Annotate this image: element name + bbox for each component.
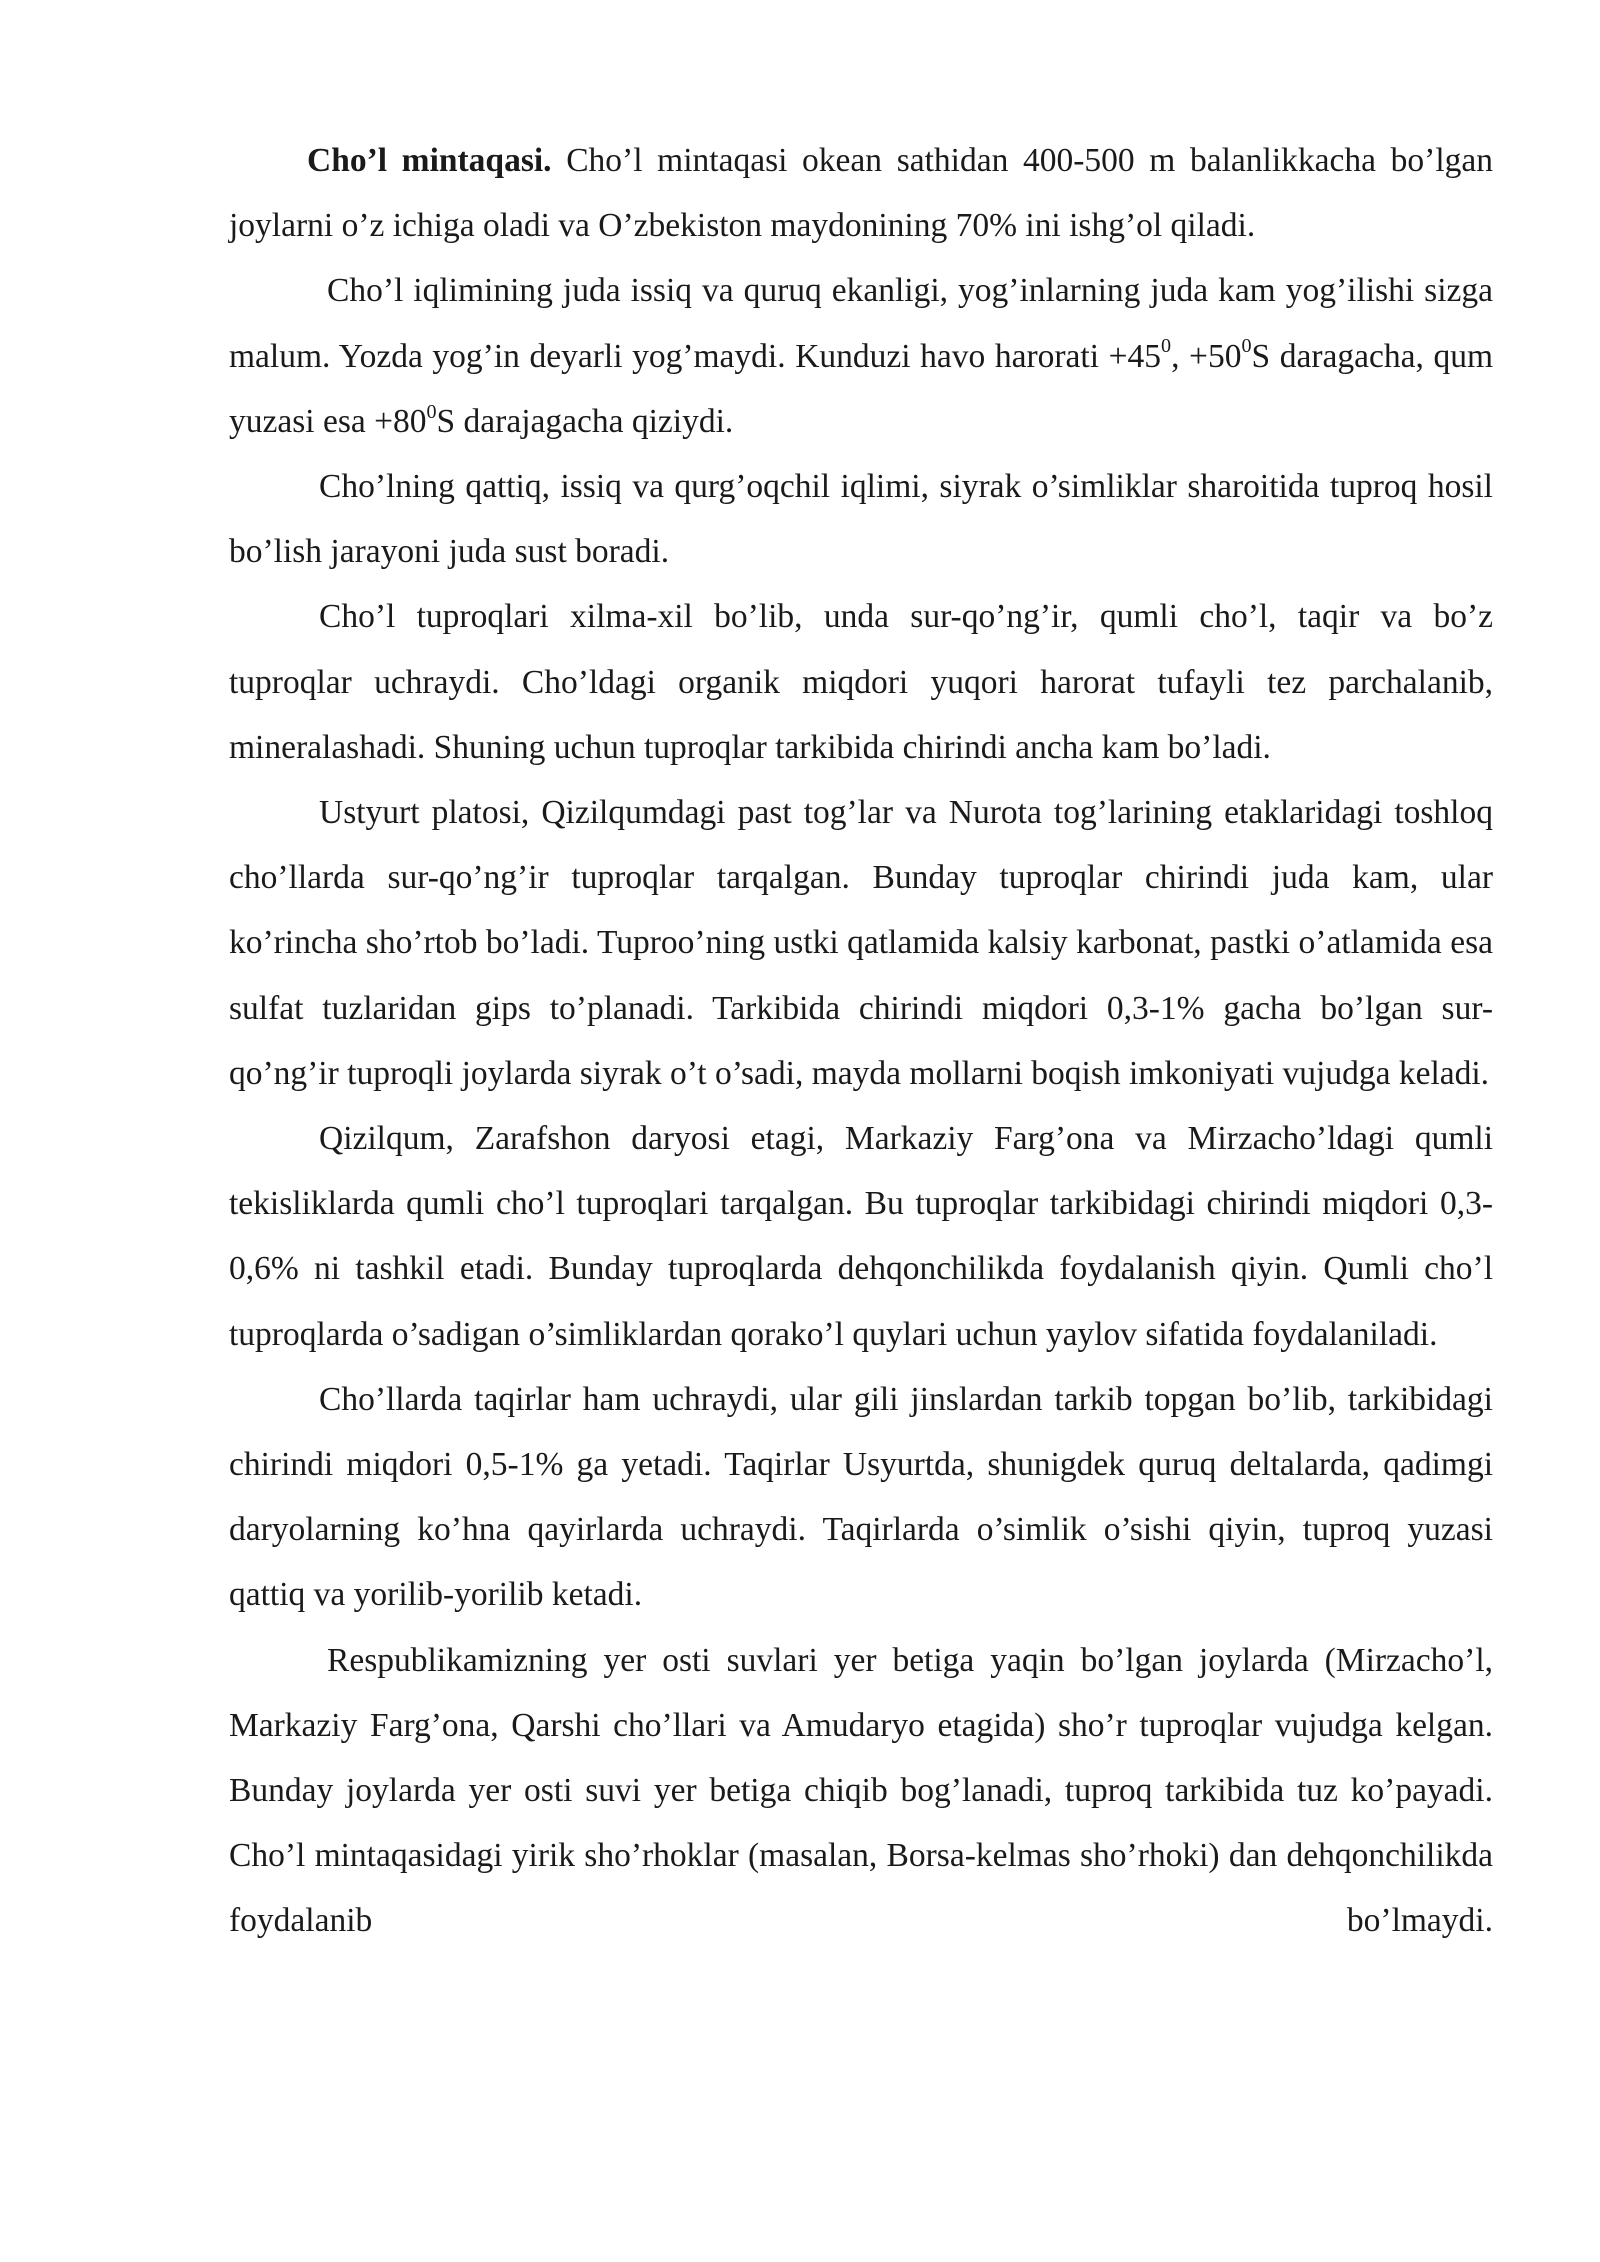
degree-superscript: 0 [426,400,437,423]
section-heading: Cho’l mintaqasi. [307,142,552,179]
paragraph-1-text: Cho’l mintaqasi okean sathidan 400-500 m balanlikkacha bo’lgan joylarni o’z ichiga oladi va O’zbekiston maydonining 70% ini ishg’ol qiladi. [229,142,1493,245]
paragraph-2-text-c: S daragacha, qum yuzasi esa +80 [229,337,1493,440]
degree-superscript: 0 [1161,335,1172,358]
paragraph-2 [229,258,1493,454]
paragraph-5: Ustyurt platosi, Qizilqumdagi past tog’lar va Nurota tog’larining etaklaridagi toshloq cho’llarda sur-qo’ng’ir tuproqlar tarqalgan. Bunday tuproqlar chirindi juda kam, ular ko’rincha sho’rtob bo’ladi. Tuproo’ning ustki qatlamida kalsiy karbonat, pastki o’atlamida esa sulfat tuzlaridan gips to’planadi. Tarkibida chirindi miqdori 0,3-1% gacha bo’lgan sur-qo’ng’ir tuproqli joylarda siyrak o’t o’sadi, mayda mollarni boqish imkoniyati vujudga keladi. [229,794,1493,1092]
paragraph-1 [229,128,1493,258]
paragraph-2-text-a: Cho’l iqlimining juda issiq va quruq ekanligi, yog’inlarning juda kam yog’ilishi sizga malum. Yozda yog’in deyarli yog’maydi. Kunduzi havo harorati +45 [229,272,1493,375]
paragraph-7: Cho’llarda taqirlar ham uchraydi, ular gili jinslardan tarkib topgan bo’lib, tarkibidagi chirindi miqdori 0,5-1% ga yetadi. Taqirlar Usyurtda, shunigdek quruq deltalarda, qadimgi daryolarning ko’hna qayirlarda uchraydi. Taqirlarda o’simlik o’sishi qiyin, tuproq yuzasi qattiq va yorilib-yorilib ketadi. [229,1380,1493,1614]
paragraph-2-text-d: S darajagacha qiziydi. [436,402,734,440]
document-page [229,128,1493,1954]
degree-superscript: 0 [1241,335,1252,358]
paragraph-2-text-b: , +50 [1171,337,1242,375]
paragraph-8: Respublikamizning yer osti suvlari yer betiga yaqin bo’lgan joylarda (Mirzacho’l, Markaziy Farg’ona, Qarshi cho’llari va Amudaryo etagida) sho’r tuproqlar vujudga kelgan. Bunday joylarda yer osti suvi yer betiga chiqib bog’lanadi, tuproq tarkibida tuz ko’payadi. Cho’l mintaqasidagi yirik sho’rhoklar (masalan, Borsa-kelmas sho’rhoki) dan dehqonchilikda foydalanib bo’lmaydi. [229,1641,1493,1940]
paragraph-4: Cho’l tuproqlari xilma-xil bo’lib, unda sur-qo’ng’ir, qumli cho’l, taqir va bo’z tuproqlar uchraydi. Cho’ldagi organik miqdori yuqori harorat tufayli tez parchalanib, mineralashadi. Shuning uchun tuproqlar tarkibida chirindi ancha kam bo’ladi. [229,598,1493,766]
paragraph-3: Cho’lning qattiq, issiq va qurg’oqchil iqlimi, siyrak o’simliklar sharoitida tuproq hosil bo’lish jarayoni juda sust boradi. [229,468,1493,571]
paragraph-6: Qizilqum, Zarafshon daryosi etagi, Markaziy Farg’ona va Mirzacho’ldagi qumli tekisliklarda qumli cho’l tuproqlari tarqalgan. Bu tuproqlar tarkibidagi chirindi miqdori 0,3-0,6% ni tashkil etadi. Bunday tuproqlarda dehqonchilikda foydalanish qiyin. Qumli cho’l tuproqlarda o’sadigan o’simliklardan qorako’l quylari uchun yaylov sifatida foydalaniladi. [229,1120,1493,1353]
